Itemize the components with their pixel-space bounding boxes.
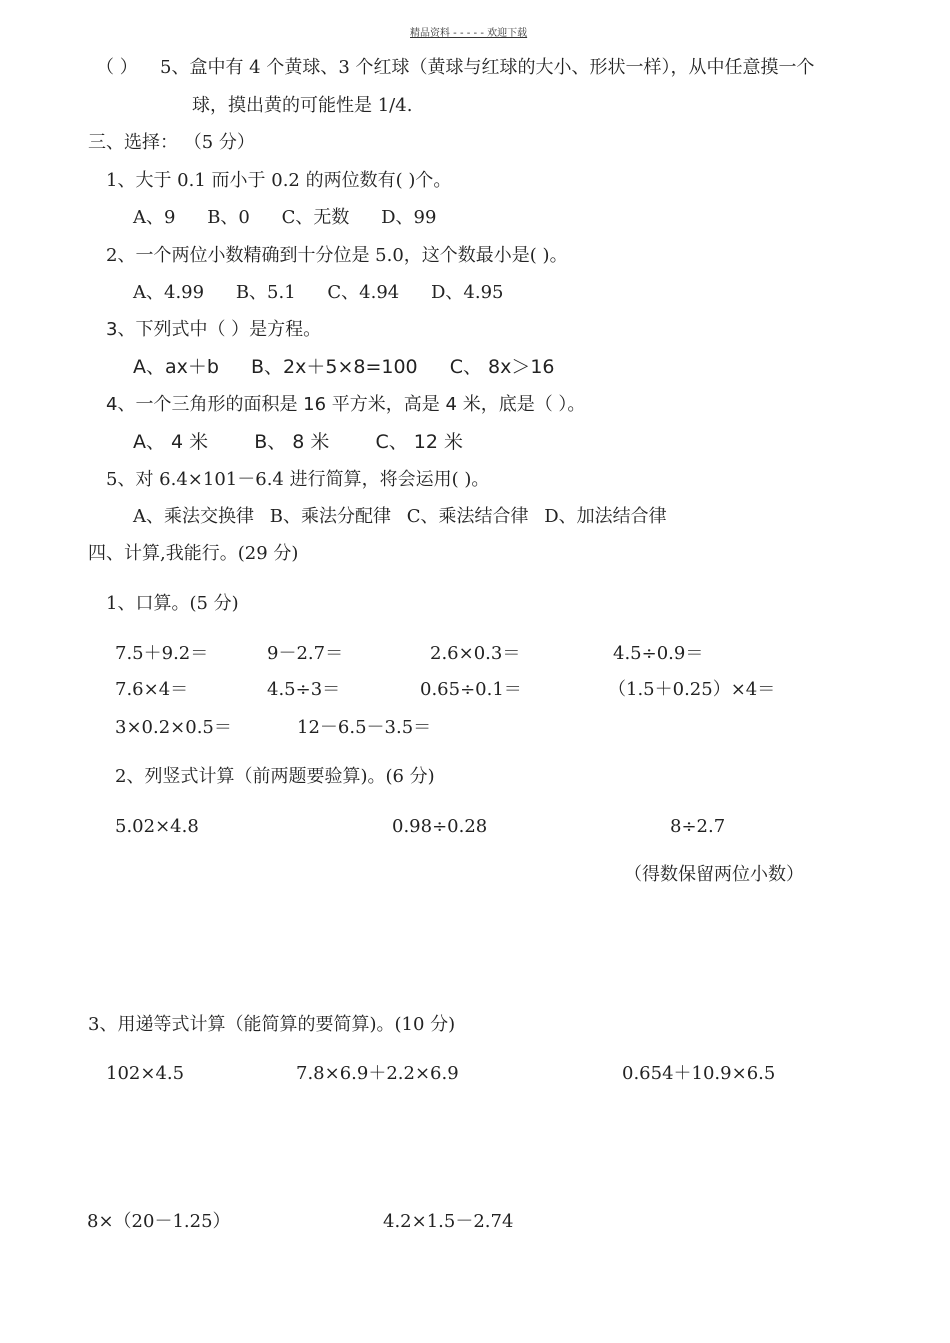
q1-option-c: C、无数 xyxy=(281,207,350,228)
section3-q2-options xyxy=(133,282,530,304)
stepwise-calc-1-2: 7.8×6.9＋2.2×6.9 xyxy=(296,1063,459,1084)
oral-calc-2-2: 4.5÷3＝ xyxy=(267,679,341,700)
vertical-calc-note: （得数保留两位小数） xyxy=(624,864,804,885)
oral-calc-1-2: 9－2.7＝ xyxy=(267,643,344,664)
q1-option-b: B、0 xyxy=(207,207,250,228)
section3-q3: 3、下列式中（ ）是方程。 xyxy=(106,319,322,340)
judge-q5-line1: 5、盒中有 4 个黄球、3 个红球（黄球与红球的大小、形状一样），从中任意摸一个 xyxy=(160,57,815,78)
stepwise-calc-2-1: 8×（20－1.25） xyxy=(87,1211,231,1232)
stepwise-calc-title: 3、用递等式计算（能简算的要简算)。(10 分) xyxy=(88,1014,456,1035)
section3-q5-options xyxy=(133,506,693,528)
oral-calc-2-3: 0.65÷0.1＝ xyxy=(420,679,522,700)
q3-option-a: A、ax＋b xyxy=(133,356,219,378)
stepwise-calc-1-1: 102×4.5 xyxy=(106,1063,185,1084)
stepwise-calc-1-3: 0.654＋10.9×6.5 xyxy=(622,1063,776,1084)
q2-option-d: D、4.95 xyxy=(431,282,504,303)
section3-q5: 5、对 6.4×101－6.4 进行简算，将会运用( )。 xyxy=(106,469,490,490)
section3-q1: 1、大于 0.1 而小于 0.2 的两位数有( )个。 xyxy=(106,170,452,191)
oral-calc-3-2: 12－6.5－3.5＝ xyxy=(297,717,432,738)
oral-calc-2-4: （1.5＋0.25）×4＝ xyxy=(608,679,776,700)
q4-option-c: C、 12 米 xyxy=(375,431,463,453)
oral-calc-3-1: 3×0.2×0.5＝ xyxy=(115,717,232,738)
q5-option-a: A、乘法交换律 xyxy=(133,506,254,527)
section3-title: 三、选择： （5 分） xyxy=(88,132,255,153)
section3-q4-options xyxy=(133,431,489,453)
section3-q1-options xyxy=(133,207,462,229)
vertical-calc-1: 5.02×4.8 xyxy=(115,816,199,837)
q5-option-d: D、加法结合律 xyxy=(544,506,667,527)
section3-q4: 4、一个三角形的面积是 16 平方米，高是 4 米，底是（ ）。 xyxy=(106,394,586,415)
q5-option-c: C、乘法结合律 xyxy=(406,506,529,527)
vertical-calc-title: 2、列竖式计算（前两题要验算)。(6 分) xyxy=(115,766,435,787)
page-header: 精品资料 - - - - - 欢迎下载 xyxy=(410,28,528,39)
q3-option-c: C、 8x＞16 xyxy=(449,356,555,378)
section3-q3-options xyxy=(133,356,581,378)
section3-q2: 2、一个两位小数精确到十分位是 5.0，这个数最小是( )。 xyxy=(106,245,568,266)
q4-option-b: B、 8 米 xyxy=(254,431,330,453)
q5-option-b: B、乘法分配律 xyxy=(269,506,391,527)
judge-q5-line2: 球，摸出黄的可能性是 1/4. xyxy=(192,95,413,116)
q4-option-a: A、 4 米 xyxy=(133,431,209,453)
stepwise-calc-2-2: 4.2×1.5－2.74 xyxy=(383,1211,514,1232)
q2-option-b: B、5.1 xyxy=(235,282,296,303)
vertical-calc-3: 8÷2.7 xyxy=(670,816,726,837)
section4-title: 四、计算,我能行。(29 分) xyxy=(88,543,299,564)
judge-q5-paren: （ ） xyxy=(96,57,138,78)
oral-calc-1-3: 2.6×0.3＝ xyxy=(430,643,521,664)
oral-calc-title: 1、口算。(5 分) xyxy=(106,593,239,614)
q2-option-c: C、4.94 xyxy=(327,282,400,303)
q3-option-b: B、2x＋5×8=100 xyxy=(251,356,418,378)
oral-calc-1-1: 7.5＋9.2＝ xyxy=(115,643,209,664)
vertical-calc-2: 0.98÷0.28 xyxy=(392,816,488,837)
q1-option-d: D、99 xyxy=(381,207,437,228)
q2-option-a: A、4.99 xyxy=(133,282,205,303)
q1-option-a: A、9 xyxy=(133,207,176,228)
oral-calc-2-1: 7.6×4＝ xyxy=(115,679,189,700)
oral-calc-1-4: 4.5÷0.9＝ xyxy=(613,643,704,664)
